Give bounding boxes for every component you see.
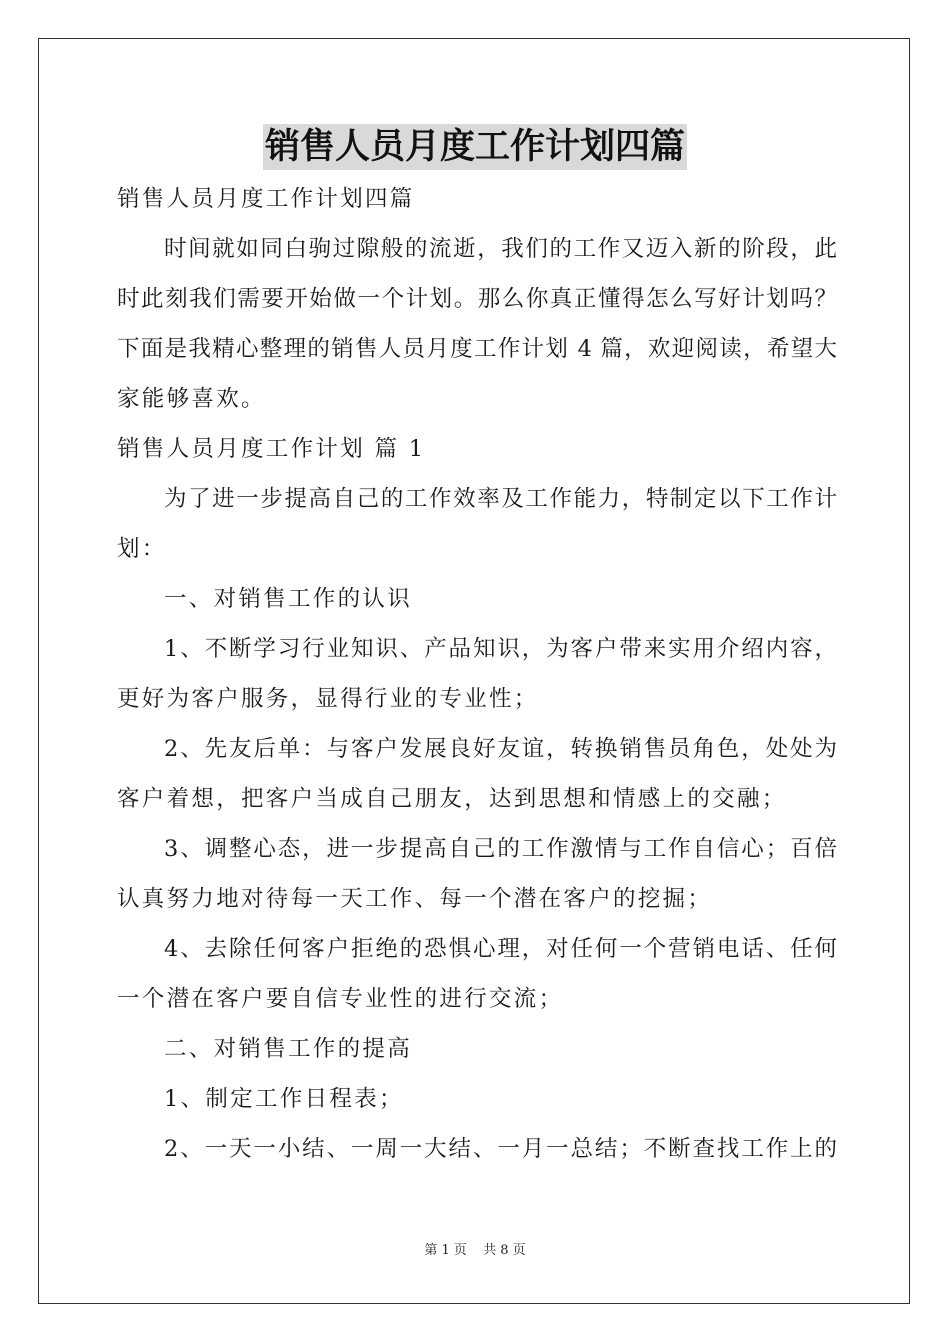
text-line: 时此刻我们需要开始做一个计划。那么你真正懂得怎么写好计划吗？ xyxy=(117,286,837,312)
text-line: 家能够喜欢。 xyxy=(117,386,266,412)
text-line: 客户着想，把客户当成自己朋友，达到思想和情感上的交融； xyxy=(117,786,787,812)
page-total: 共 8 页 xyxy=(483,1243,526,1258)
text-line: 4、去除任何客户拒绝的恐惧心理，对任何一个营销电话、任何 xyxy=(164,936,837,962)
text-line: 更好为客户服务，显得行业的专业性； xyxy=(117,686,539,712)
text-line: 1、不断学习行业知识、产品知识，为客户带来实用介绍内容， xyxy=(164,636,837,662)
text-line: 一个潜在客户要自信专业性的进行交流； xyxy=(117,986,564,1012)
text-line: 划： xyxy=(117,536,167,562)
text-line: 销售人员月度工作计划四篇 xyxy=(117,186,415,212)
title-container xyxy=(0,124,950,170)
page-footer xyxy=(0,1242,950,1260)
text-line: 为了进一步提高自己的工作效率及工作能力，特制定以下工作计 xyxy=(164,486,837,512)
text-line: 2、先友后单：与客户发展良好友谊，转换销售员角色，处处为 xyxy=(164,736,837,762)
text-line: 2、一天一小结、一周一大结、一月一总结；不断查找工作上的 xyxy=(164,1136,837,1162)
text-line: 时间就如同白驹过隙般的流逝，我们的工作又迈入新的阶段，此 xyxy=(164,236,837,262)
text-line: 一、对销售工作的认识 xyxy=(164,586,413,612)
document-title: 销售人员月度工作计划四篇 xyxy=(263,124,687,170)
text-line: 下面是我精心整理的销售人员月度工作计划 4 篇，欢迎阅读，希望大 xyxy=(117,336,837,362)
text-line: 1、制定工作日程表； xyxy=(164,1086,404,1112)
text-line: 二、对销售工作的提高 xyxy=(164,1036,413,1062)
text-line: 3、调整心态，进一步提高自己的工作激情与工作自信心；百倍 xyxy=(164,836,837,862)
document-body xyxy=(117,174,837,1174)
page-number: 第 1 页 xyxy=(424,1243,467,1258)
text-line: 销售人员月度工作计划 篇 1 xyxy=(117,436,426,462)
text-line: 认真努力地对待每一天工作、每一个潜在客户的挖掘； xyxy=(117,886,713,912)
